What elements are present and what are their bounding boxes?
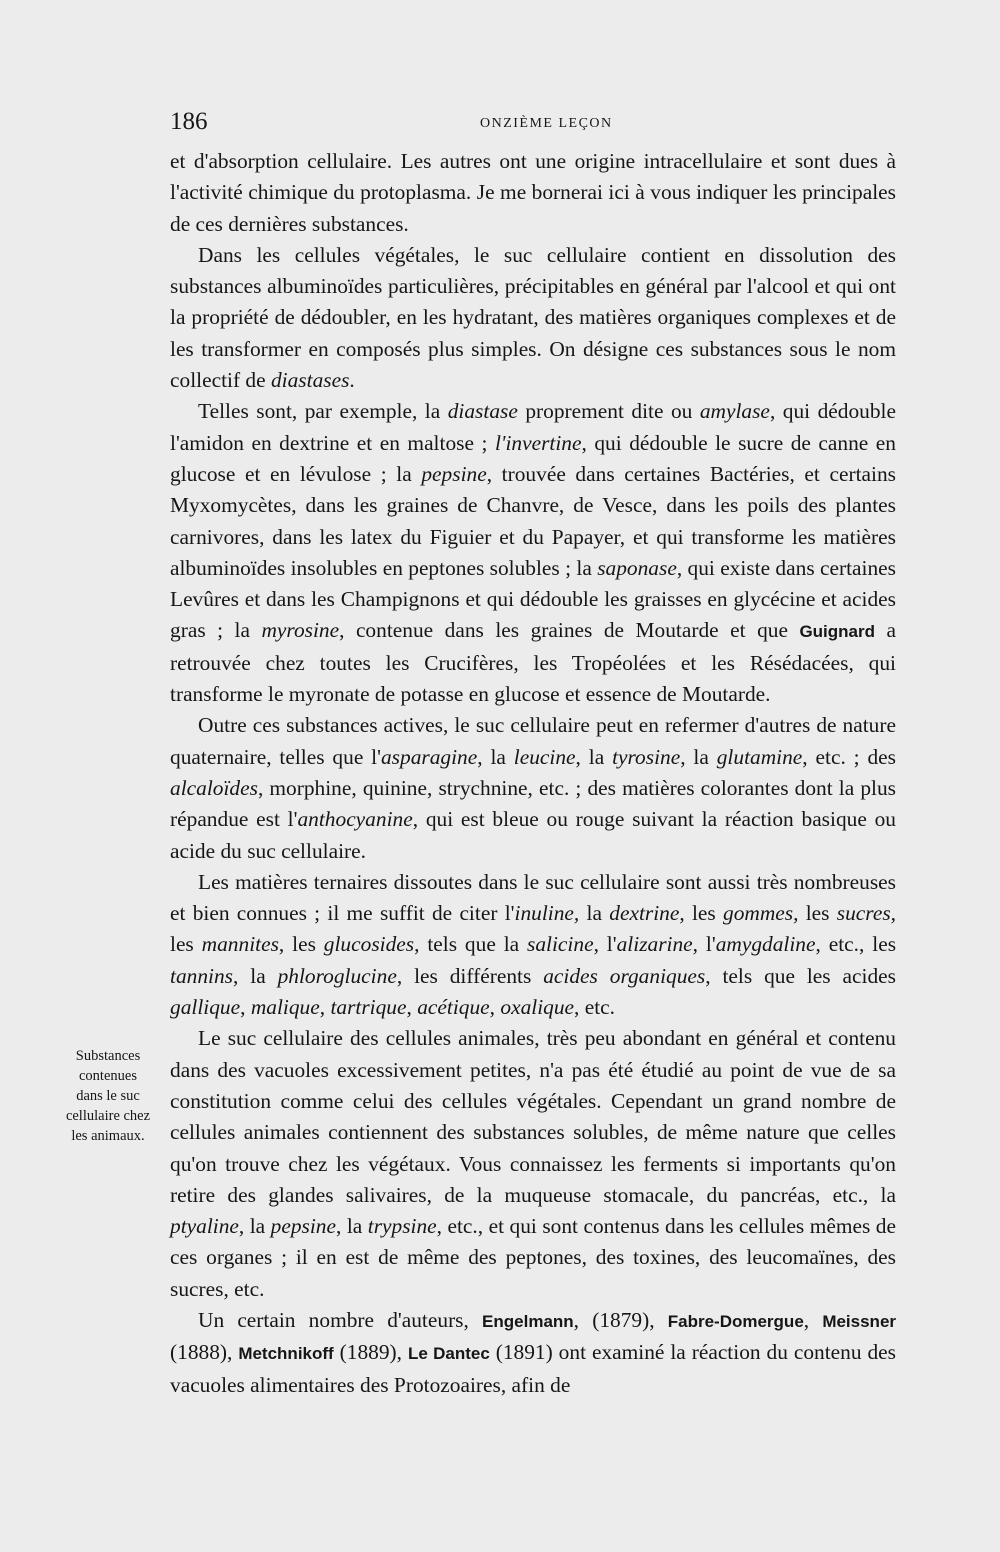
italic-term: acétique [417,995,490,1020]
italic-term: asparagine [380,744,478,769]
text-run: la [579,901,610,926]
italic-term: saponase [597,555,677,580]
text-run: , etc., les [815,932,897,957]
paragraph [170,867,896,1023]
text-run: , etc., et qui sont contenus dans les cellules mêmes de ces organes ; il en est de même des peptones, des toxines, des leucomaïnes, des sucres, etc. [170,1214,896,1301]
text-run: , morphine, quinine, strychnine, etc. ; des matières colorantes dont la plus répandue est l' [170,775,896,832]
italic-term: mannites [201,932,279,957]
italic-term: salicine [527,932,594,957]
page-header [170,108,896,144]
text-run: , qui existe dans certaines Levûres et dans les Champignons et qui dédouble les graisses en glycécine et acides gras ; la [170,555,896,643]
text-run: (1888), [170,1340,239,1365]
text-run: , qui est bleue ou rouge suivant la réaction basique ou acide du suc cellulaire. [170,807,896,863]
paragraph [170,710,896,866]
text-run: a retrouvée chez toutes les Crucifères, les Tropéolées et les Résédacées, qui transforme le myronate de potasse en glucose et essence de Moutarde. [170,618,896,707]
text-run: (1889), [333,1340,408,1365]
author-name: Engelmann [482,1311,574,1331]
running-head: ONZIÈME LEÇON [480,116,613,131]
text-run: , la [336,1214,368,1239]
page-number: 186 [170,108,208,135]
text-run: , la [477,744,514,769]
text-run: , (1879), [573,1307,668,1332]
margin-note-line: dans le suc [76,1088,140,1104]
text-run: , tels que les acides [705,963,896,988]
italic-term: myrosine [261,618,340,643]
italic-term: alcaloïdes [170,775,258,800]
text-run: , [803,1307,823,1332]
italic-term: trypsine [367,1214,437,1239]
author-name: Guignard [799,622,876,642]
italic-term: oxalique [500,995,575,1020]
text-run: , etc. [574,995,616,1020]
italic-term: l'invertine [494,430,582,455]
margin-note-line: les animaux. [71,1128,145,1144]
text-run: , les [278,932,324,957]
italic-term: tyrosine [612,744,681,769]
italic-term: gommes, [723,901,799,926]
text-run: , [240,995,251,1020]
text-run: , l' [692,932,716,957]
paragraph [170,396,896,710]
author-name: Metchnikoff [238,1344,334,1364]
paragraph [170,240,896,396]
margin-note-line: Substances [75,1048,141,1064]
text-run: . [349,368,355,393]
italic-term: anthocyanine [297,807,413,832]
text-run: Les matières ternaires dissoutes dans le suc cellulaire sont aussi très nombreuses et bien connues ; il me suffit de citer l' [170,869,896,926]
text-run: , l' [593,932,617,957]
italic-term: glucosides [323,932,415,957]
italic-term: diastase [447,399,518,424]
italic-term: amylase [699,399,770,424]
text-run: , qui dédouble le sucre de canne en glucose et en lévulose ; la [170,430,896,486]
margin-note [58,1046,158,1146]
text-run: , la [238,1214,271,1239]
text-run: les [798,901,837,926]
text-run: , la [680,744,717,769]
text-run: , qui dédouble l'amidon en dextrine et en maltose ; [170,399,896,455]
italic-term: tartrique [330,995,407,1020]
italic-term: alizarine [616,932,693,957]
text-run: , etc. ; des [802,744,896,769]
italic-term: phloroglucine [277,963,397,988]
italic-term: leucine [513,744,576,769]
text-run: , les différents [396,963,544,988]
italic-term: pepsine [421,461,487,486]
text-run: Un certain nombre d'auteurs, [198,1307,483,1332]
text-run: , [489,995,501,1020]
text-run: Le suc cellulaire des cellules animales, très peu abondant en général et contenu dans des vacuoles excessivement petites, n'a pas été étudié au point de vue de sa constitution comme celui des cellules végétales. Cependant un grand nombre de cellules animales contiennent des substances solubles, de même nature que celles qu'on trouve chez les végétaux. Vous connaissez les ferments si importants qu'on retire des glandes salivaires, de la muqueuse stomacale, du pancréas, etc., la [170,1026,896,1207]
text-run: , tels que la [414,932,528,957]
italic-term: sucres, [836,901,896,926]
italic-term: ptyaline [170,1214,239,1239]
text-run: , contenue dans les graines de Moutarde et que [339,618,800,643]
text-run: les [170,932,202,957]
italic-term: glutamine [716,744,803,769]
paragraph [170,1023,896,1305]
text-run: , [406,995,418,1020]
italic-term: acides organiques [543,963,706,988]
text-run: , la [233,963,278,988]
author-name: Fabre-Domergue [667,1311,804,1331]
italic-term: diastases [270,368,350,393]
italic-term: inuline, [514,901,580,926]
author-name: Meissner [822,1311,897,1331]
margin-note-line: cellulaire chez [65,1108,151,1124]
text-run: proprement dite ou [517,399,700,424]
author-name: Le Dantec [407,1344,490,1364]
text-run: , [319,995,331,1020]
text-run: , la [575,744,613,769]
text-run: , les [679,901,724,926]
text-run: et d'absorption cellulaire. Les autres ont une origine intracellulaire et sont dues à l'activité chimique du protoplasma. Je me bornerai ici à vous indiquer les principales de ces dernières substances. [170,149,896,236]
italic-term: amygdaline [715,932,816,957]
paragraph [170,1305,896,1401]
margin-note-line: contenues [79,1068,137,1084]
italic-term: malique [250,995,320,1020]
text-run: (1891) ont examiné la réaction du contenu des vacuoles alimentaires des Protozoaires, afin de [170,1340,896,1397]
text-run: , trouvée dans certaines Bactéries, et certains Myxomycètes, dans les graines de Chanvre, de Vesce, dans les poils des plantes carnivores, dans les latex du Figuier et du Papayer, et qui transforme les matières albuminoïdes insolubles en peptones solubles ; la [170,461,896,580]
italic-term: tannins [170,963,233,988]
text-run: Dans les cellules végétales, le suc cellulaire contient en dissolution des substances albuminoïdes particulières, précipitables en général par l'alcool et qui ont la propriété de dédoubler, en les hydratant, des matières organiques complexes et de les transformer en composés plus simples. On désigne ces substances sous le nom collectif de [170,242,896,393]
italic-term: pepsine [270,1214,336,1239]
paragraph [170,146,896,240]
text-run: Telles sont, par exemple, la [198,399,448,424]
body-text [170,146,896,1401]
text-run: Outre ces substances actives, le suc cellulaire peut en refermer d'autres de nature quaternaire, telles que l' [170,713,896,769]
italic-term: dextrine [609,901,680,926]
italic-term: gallique [170,995,241,1020]
